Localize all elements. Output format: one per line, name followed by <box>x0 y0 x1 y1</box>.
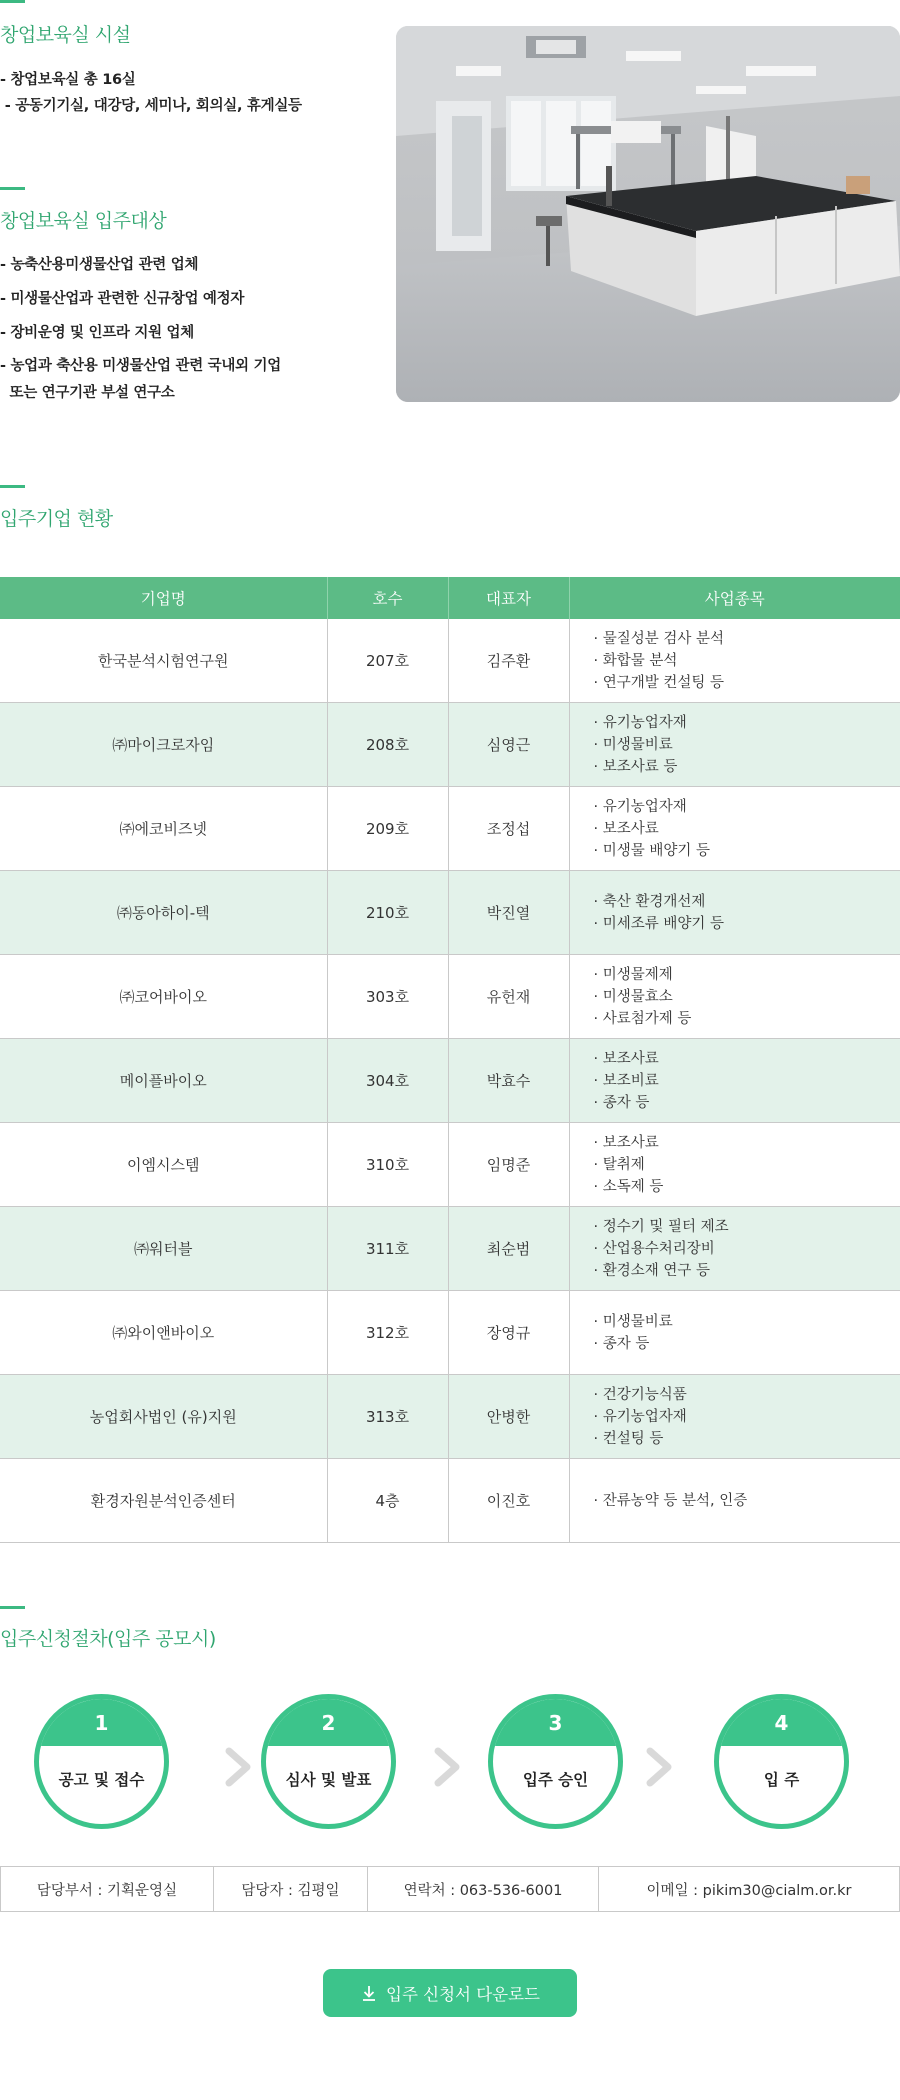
table-row <box>0 1291 900 1375</box>
room-number: 208호 <box>327 703 448 787</box>
contact-dept: 담당부서 : 기획운영실 <box>1 1867 214 1911</box>
company-name: 농업회사법인 (유)지원 <box>0 1375 327 1459</box>
step-number: 3 <box>548 1711 563 1735</box>
business-item: · 축산 환경개선제 <box>593 893 706 910</box>
business-item: · 산업용수처리장비 <box>593 1240 715 1257</box>
company-name: ㈜에코비즈넷 <box>0 787 327 871</box>
business-items <box>569 871 900 955</box>
chevron-right-icon <box>221 1745 255 1789</box>
facility-item: - 공동기기실, 대강당, 세미나, 회의실, 휴게실등 <box>0 98 302 114</box>
facility-list <box>0 67 302 119</box>
step-number: 4 <box>774 1711 789 1735</box>
business-item: · 잔류농약 등 분석, 인증 <box>593 1492 748 1509</box>
table-row <box>0 703 900 787</box>
header-room: 호수 <box>327 577 448 619</box>
room-number: 207호 <box>327 619 448 703</box>
section-bar <box>0 1606 25 1609</box>
header-ceo: 대표자 <box>448 577 569 619</box>
header-company-name: 기업명 <box>0 577 327 619</box>
ceo-name: 박진열 <box>448 871 569 955</box>
business-item: · 미생물비료 <box>593 736 673 753</box>
company-name: 이엠시스템 <box>0 1123 327 1207</box>
ceo-name: 유헌재 <box>448 955 569 1039</box>
table-row <box>0 787 900 871</box>
room-number: 303호 <box>327 955 448 1039</box>
room-number: 304호 <box>327 1039 448 1123</box>
room-number: 311호 <box>327 1207 448 1291</box>
business-items <box>569 1123 900 1207</box>
table-row <box>0 1123 900 1207</box>
contact-info <box>0 1866 900 1912</box>
download-icon <box>360 1984 378 2002</box>
company-name: 환경자원분석인증센터 <box>0 1459 327 1543</box>
download-label: 입주 신청서 다운로드 <box>386 1985 540 2004</box>
company-name: ㈜와이앤바이오 <box>0 1291 327 1375</box>
business-item: · 보조사료 <box>593 1050 659 1067</box>
company-name: ㈜마이크로자임 <box>0 703 327 787</box>
business-items <box>569 1207 900 1291</box>
company-name: 메이플바이오 <box>0 1039 327 1123</box>
tenant-target-item: - 농축산용미생물산업 관련 업체 <box>0 257 199 273</box>
contact-manager: 담당자 : 김평일 <box>214 1867 368 1911</box>
company-table <box>0 577 900 1543</box>
tenant-target-item <box>0 353 281 407</box>
table-row <box>0 1207 900 1291</box>
step-label: 공고 및 접수 <box>58 1771 145 1789</box>
step-number: 2 <box>321 1711 336 1735</box>
company-name: ㈜동아하이-텍 <box>0 871 327 955</box>
step-2 <box>261 1694 396 1829</box>
section-bar <box>0 0 25 3</box>
business-item: · 건강기능식품 <box>593 1386 687 1403</box>
room-number: 310호 <box>327 1123 448 1207</box>
table-row <box>0 1375 900 1459</box>
business-item: · 정수기 및 필터 제조 <box>593 1218 729 1235</box>
ceo-name: 김주환 <box>448 619 569 703</box>
business-item: · 보조사료 등 <box>593 758 678 775</box>
business-items <box>569 703 900 787</box>
business-item: · 보조사료 <box>593 1134 659 1151</box>
tenant-target-item: - 장비운영 및 인프라 지원 업체 <box>0 325 194 341</box>
business-items <box>569 955 900 1039</box>
tenant-target-item-line: 또는 연구기관 부설 연구소 <box>0 385 175 401</box>
business-item: · 미생물비료 <box>593 1313 673 1330</box>
ceo-name: 임명준 <box>448 1123 569 1207</box>
tenant-target-list <box>0 248 281 407</box>
step-label: 입 주 <box>763 1771 800 1789</box>
ceo-name: 안병한 <box>448 1375 569 1459</box>
room-number: 312호 <box>327 1291 448 1375</box>
facility-title: 창업보육실 시설 <box>0 24 131 46</box>
table-row <box>0 955 900 1039</box>
procedure-title: 입주신청절차(입주 공모시) <box>0 1628 216 1650</box>
business-item: · 소독제 등 <box>593 1178 664 1195</box>
download-application-button[interactable] <box>323 1969 577 2017</box>
facility-item: - 창업보육실 총 16실 <box>0 72 136 88</box>
business-item: · 연구개발 컨설팅 등 <box>593 674 724 691</box>
step-label: 입주 승인 <box>522 1771 589 1789</box>
ceo-name: 이진호 <box>448 1459 569 1543</box>
business-item: · 사료첨가제 등 <box>593 1010 692 1027</box>
header-business: 사업종목 <box>569 577 900 619</box>
section-bar <box>0 485 25 488</box>
business-item: · 컨설팅 등 <box>593 1430 664 1447</box>
table-row <box>0 619 900 703</box>
business-items <box>569 1291 900 1375</box>
step-4 <box>714 1694 849 1829</box>
tenant-target-item-line: - 농업과 축산용 미생물산업 관련 국내외 기업 <box>0 358 281 374</box>
step-3 <box>488 1694 623 1829</box>
business-item: · 유기농업자재 <box>593 714 687 731</box>
business-item: · 미생물제제 <box>593 966 673 983</box>
contact-email: 이메일 : pikim30@cialm.or.kr <box>646 1882 852 1899</box>
lab-photo <box>396 26 900 402</box>
contact-phone: 연락처 : 063-536-6001 <box>368 1867 599 1911</box>
business-item: · 유기농업자재 <box>593 798 687 815</box>
business-item: · 미생물효소 <box>593 988 673 1005</box>
business-item: · 물질성분 검사 분석 <box>593 630 724 647</box>
table-row <box>0 871 900 955</box>
tenant-target-title: 창업보육실 입주대상 <box>0 210 167 232</box>
company-name: 한국분석시험연구원 <box>0 619 327 703</box>
company-name: ㈜워터블 <box>0 1207 327 1291</box>
ceo-name: 박효수 <box>448 1039 569 1123</box>
business-item: · 보조비료 <box>593 1072 659 1089</box>
business-items <box>569 787 900 871</box>
business-item: · 탈취제 <box>593 1156 645 1173</box>
business-item: · 종자 등 <box>593 1335 650 1352</box>
chevron-right-icon <box>642 1745 676 1789</box>
room-number: 209호 <box>327 787 448 871</box>
business-item: · 종자 등 <box>593 1094 650 1111</box>
business-item: · 미생물 배양기 등 <box>593 842 710 859</box>
ceo-name: 장영규 <box>448 1291 569 1375</box>
table-row <box>0 1459 900 1543</box>
business-item: · 화합물 분석 <box>593 652 678 669</box>
step-label: 심사 및 발표 <box>285 1771 372 1789</box>
business-items <box>569 619 900 703</box>
table-header-row <box>0 577 900 619</box>
business-item: · 미세조류 배양기 등 <box>593 915 724 932</box>
ceo-name: 조정섭 <box>448 787 569 871</box>
business-items <box>569 1459 900 1543</box>
table-row <box>0 1039 900 1123</box>
step-number: 1 <box>94 1711 109 1735</box>
business-items <box>569 1375 900 1459</box>
ceo-name: 최순범 <box>448 1207 569 1291</box>
room-number: 210호 <box>327 871 448 955</box>
business-item: · 유기농업자재 <box>593 1408 687 1425</box>
section-bar <box>0 187 25 190</box>
tenant-target-item: - 미생물산업과 관련한 신규창업 예정자 <box>0 291 245 307</box>
business-item: · 보조사료 <box>593 820 659 837</box>
business-item: · 환경소재 연구 등 <box>593 1262 710 1279</box>
business-items <box>569 1039 900 1123</box>
step-1 <box>34 1694 169 1829</box>
room-number: 4층 <box>327 1459 448 1543</box>
company-name: ㈜코어바이오 <box>0 955 327 1039</box>
room-number: 313호 <box>327 1375 448 1459</box>
ceo-name: 심영근 <box>448 703 569 787</box>
chevron-right-icon <box>430 1745 464 1789</box>
companies-title: 입주기업 현황 <box>0 508 113 530</box>
